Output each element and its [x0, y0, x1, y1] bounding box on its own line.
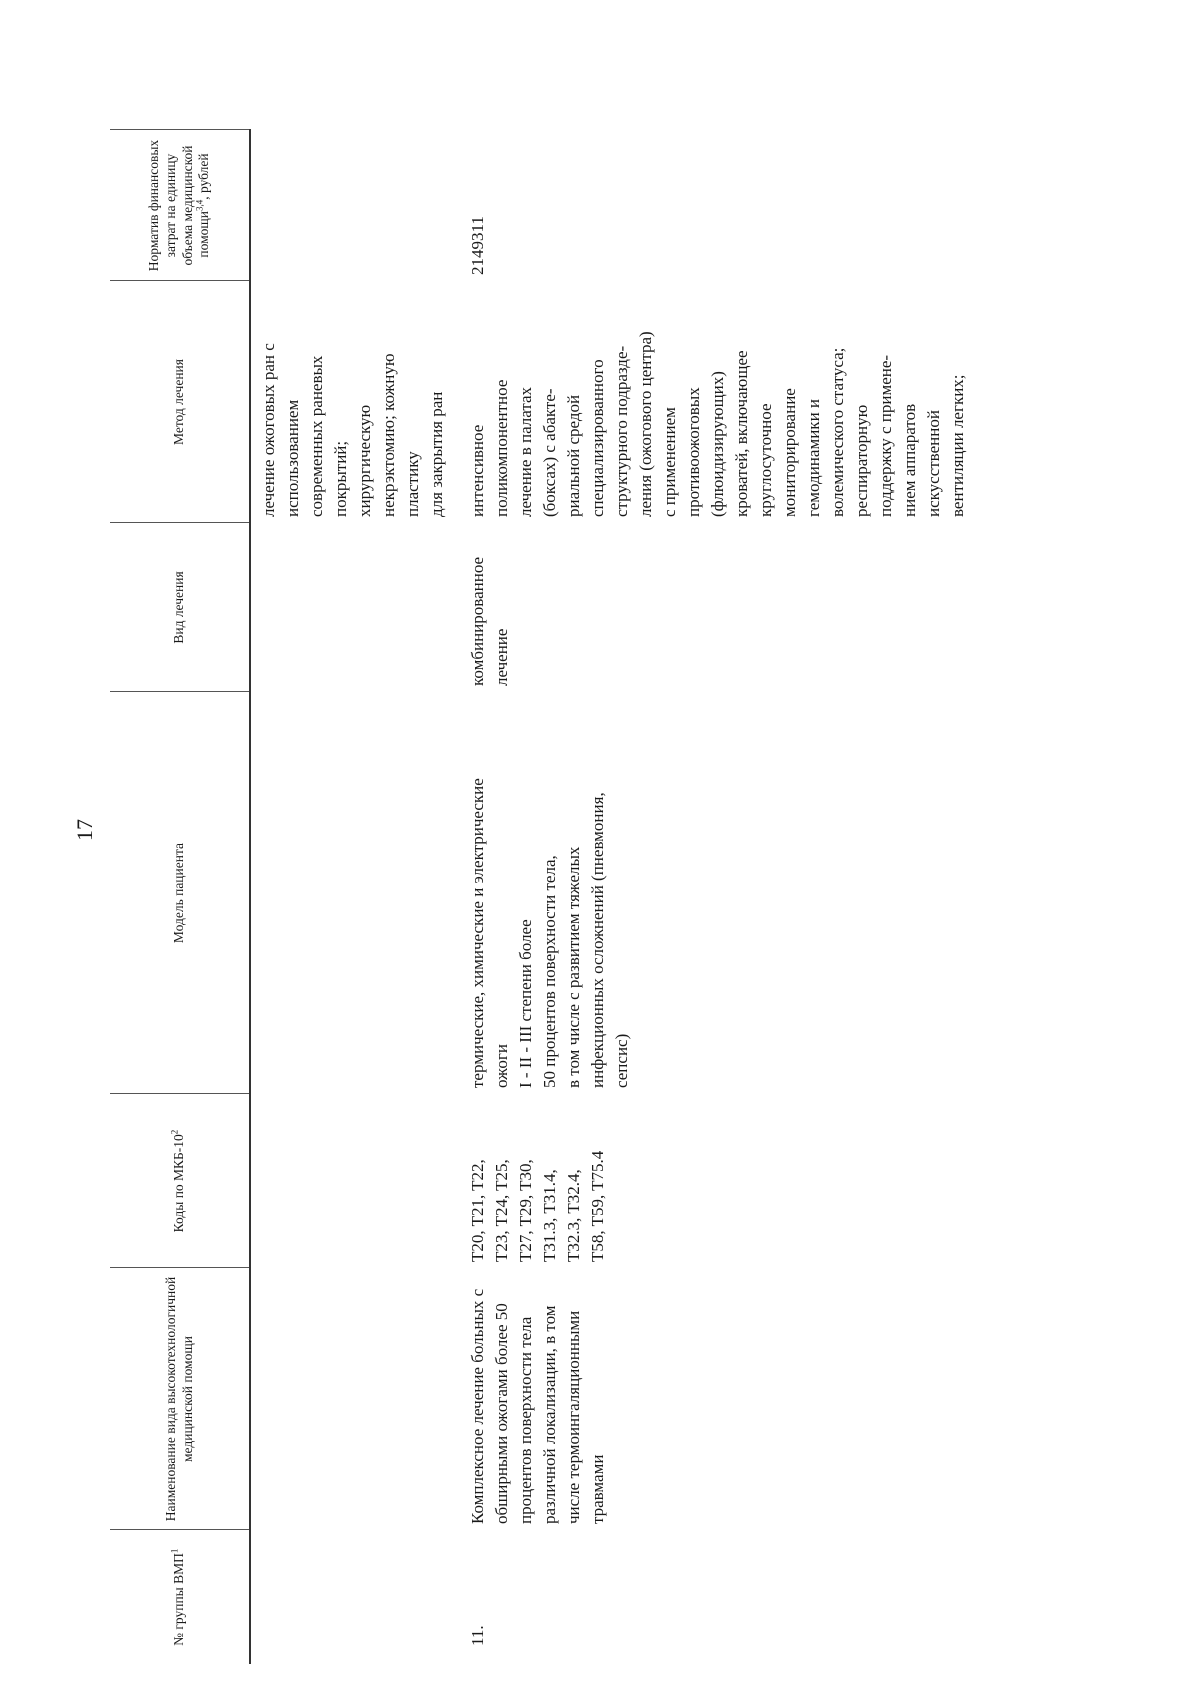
table-row-continuation — [250, 130, 462, 1664]
header-model: Модель пациента — [110, 692, 250, 1094]
page-number: 17 — [72, 819, 97, 841]
header-codes: Коды по МКБ-$10^2$ — [110, 1094, 250, 1268]
continuation-method-cell: лечение ожоговых ран с использованием современных раневых покрытий; хирургическую некрэктомию; кожную пластику для закрытия ран — [259, 343, 446, 517]
row-11-group-no: 11. — [468, 1625, 487, 1646]
vmp-table — [110, 130, 970, 1665]
row-11-codes: T20, T21, T22, T23, T24, T25, T27, T29, T30, T31.3, T31.4, T32.3, T32.4, T58, T59, T75.4 — [468, 1150, 607, 1262]
row-11-method: интенсивное поликомпонентное лечение в палатах (боксах) с абакте- риальной средой специализированного структурного подразде- ления (ожогового центра) с применением противоожоговых (флюидизирующих) кроватей, включающее круглосуточное мониторирование гемодинамики и волемического статуса; респираторную поддержку с примене- нием аппаратов искусственной вентиляции легких; — [468, 331, 967, 517]
header-name: Наименование вида высокотехнологичной медицинской помощи — [110, 1268, 250, 1530]
header-group-no: № группы ВМП$^1$ — [110, 1530, 250, 1664]
table-header-row — [110, 130, 250, 1664]
header-cost: Норматив финансовых затрат на единицу объема медицинской помощи$^{3,4}$, рублей — [110, 130, 250, 281]
row-11-name: Комплексное лечение больных с обширными ожогами более 50 процентов поверхности тела различной локализации, в том числе термоингаляционными травмами — [468, 1288, 607, 1524]
header-treatment-type: Вид лечения — [110, 523, 250, 692]
row-11-treatment-type: комбинированное лечение — [468, 556, 511, 686]
row-11-cost: 2149311 — [468, 216, 487, 275]
header-method: Метод лечения — [110, 281, 250, 523]
table-row-11 — [462, 130, 970, 1664]
row-11-model: термические, химические и электрические ожоги I - II - III степени более 50 процентов поверхности тела, в том числе с развитием тяжелых инфекционных осложнений (пневмония, сепсис) — [468, 778, 631, 1088]
